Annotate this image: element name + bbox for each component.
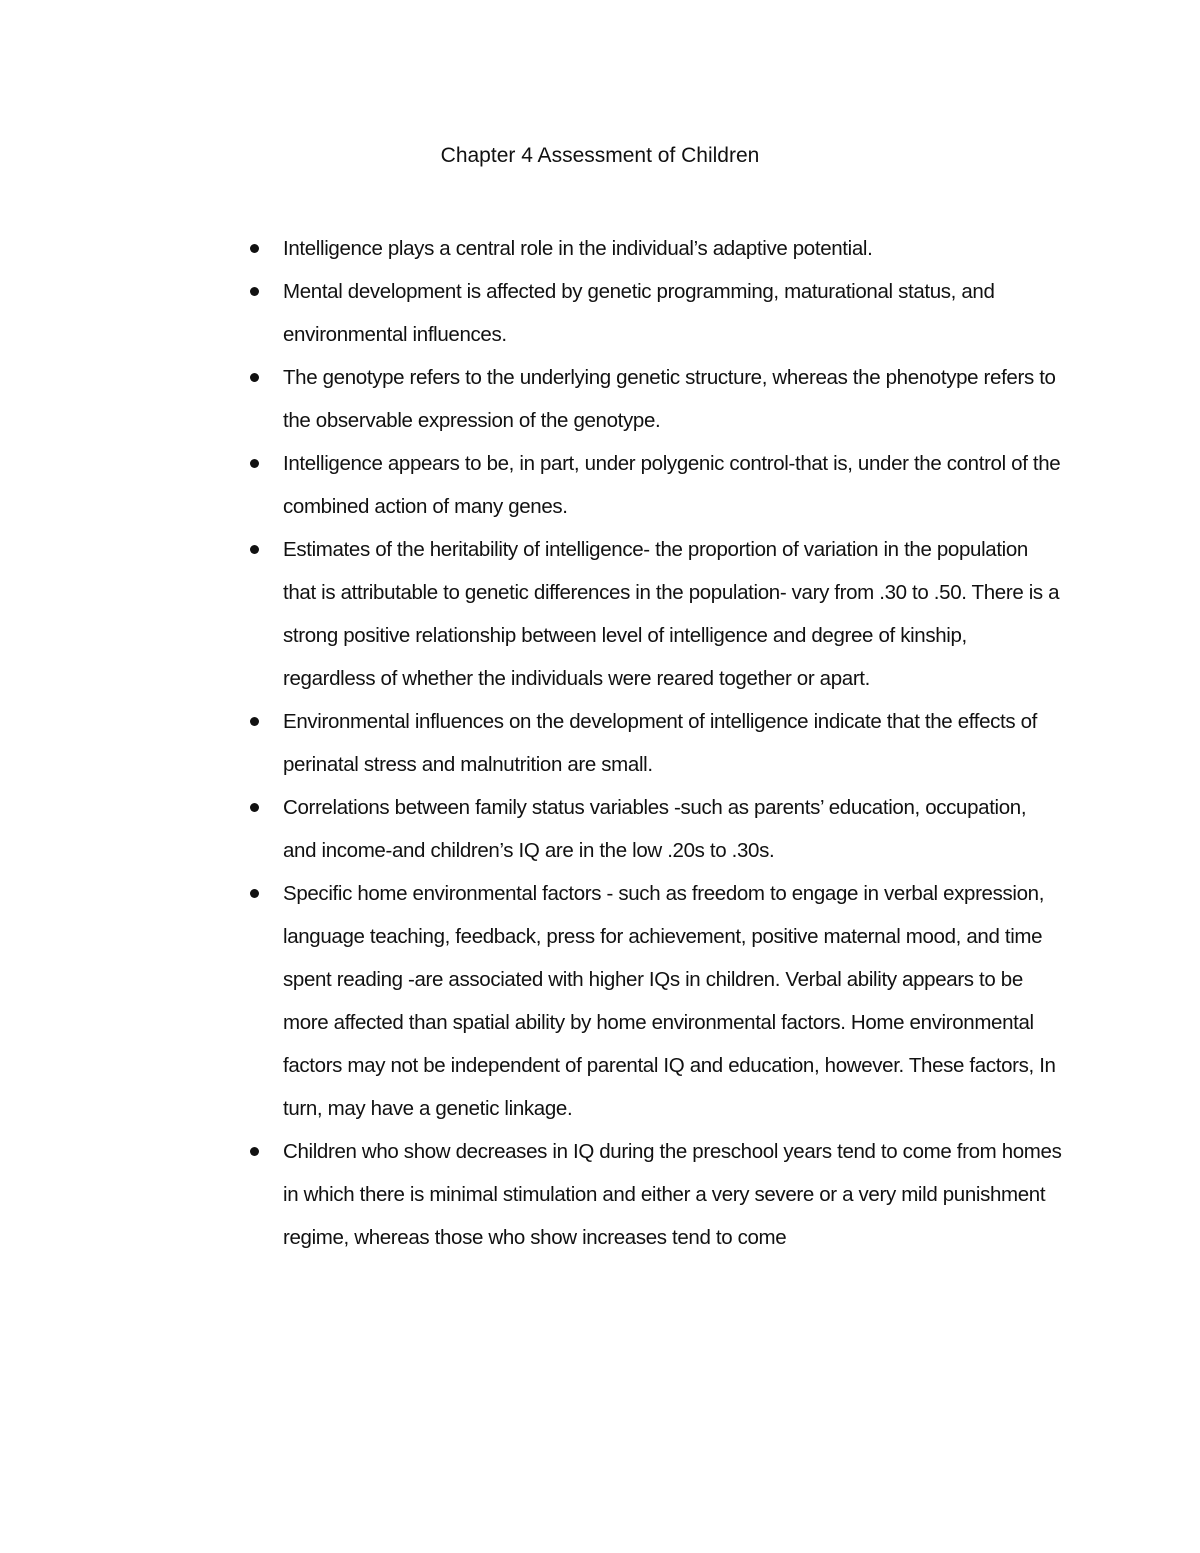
bullet-item xyxy=(0,227,1063,270)
bullet-item xyxy=(0,442,1063,528)
bullet-text: Intelligence plays a central role in the individual’s adaptive potential. xyxy=(283,237,873,260)
bullet-item xyxy=(0,356,1063,442)
document-title: Chapter 4 Assessment of Children xyxy=(440,144,760,167)
bullet-text: Estimates of the heritability of intelligence- the proportion of variation in the population that is attributable to genetic differences in the population- vary from .30 to .50. There is a strong positive relationship between level of intelligence and degree of kinship, regardless of whether the individuals were reared together or apart. xyxy=(283,538,1060,690)
bullet-dot-icon xyxy=(250,244,259,253)
bullet-item xyxy=(0,872,1063,1130)
bullet-dot-icon xyxy=(250,1147,259,1156)
bullet-dot-icon xyxy=(250,373,259,382)
bullet-text: Mental development is affected by genetic programming, maturational status, and environmental influences. xyxy=(283,280,995,346)
bullet-dot-icon xyxy=(250,545,259,554)
bullet-text: Environmental influences on the development of intelligence indicate that the effects of perinatal stress and malnutrition are small. xyxy=(283,710,1038,776)
bullet-dot-icon xyxy=(250,889,259,898)
bullet-dot-icon xyxy=(250,287,259,296)
bullet-text: Intelligence appears to be, in part, under polygenic control-that is, under the control of the combined action of many genes. xyxy=(283,452,1061,518)
bullet-text: Correlations between family status variables -such as parents’ education, occupation, and income-and children’s IQ are in the low .20s to .30s. xyxy=(283,796,1027,862)
bullet-text: The genotype refers to the underlying genetic structure, whereas the phenotype refers to the observable expression of the genotype. xyxy=(283,366,1056,432)
bullet-text: Specific home environmental factors - such as freedom to engage in verbal expression, language teaching, feedback, press for achievement, positive maternal mood, and time spent reading -are associated with higher IQs in children. Verbal ability appears to be more affected than spatial ability by home environmental factors. Home environmental factors may not be independent of parental IQ and education, however. These factors, In turn, may have a genetic linkage. xyxy=(283,882,1056,1120)
bullet-item xyxy=(0,528,1063,700)
bullet-item xyxy=(0,1130,1063,1259)
bullet-list xyxy=(0,227,1200,1259)
bullet-text: Children who show decreases in IQ during the preschool years tend to come from homes in which there is minimal stimulation and either a very severe or a very mild punishment regime, whereas those who show increases tend to come xyxy=(283,1140,1062,1249)
bullet-dot-icon xyxy=(250,459,259,468)
bullet-dot-icon xyxy=(250,717,259,726)
bullet-item xyxy=(0,786,1063,872)
bullet-dot-icon xyxy=(250,803,259,812)
bullet-item xyxy=(0,270,1063,356)
bullet-item xyxy=(0,700,1063,786)
